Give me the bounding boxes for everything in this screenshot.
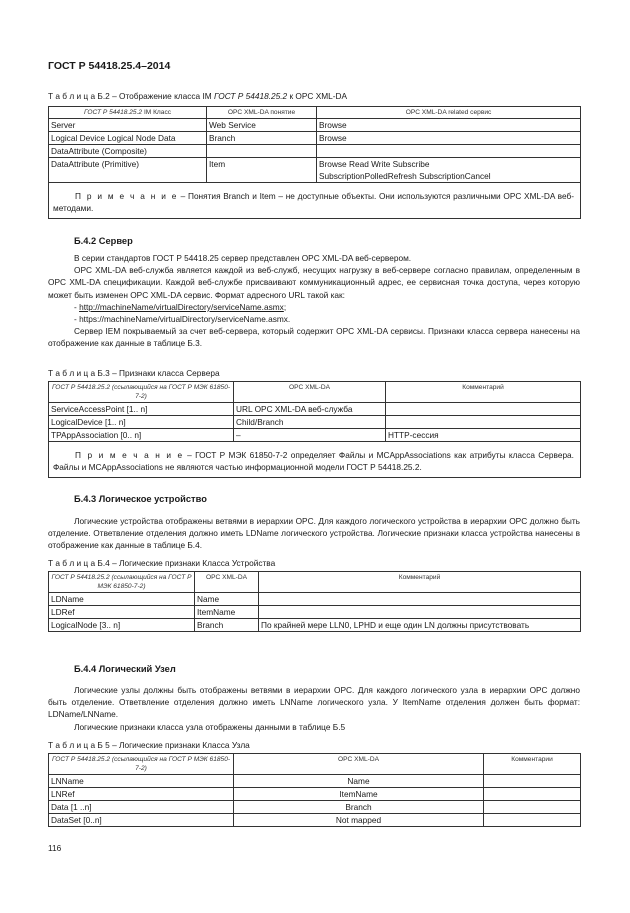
table-header-cell: ГОСТ Р 54418.25.2 (ссылающийся на ГОСТ Р МЭК 61850-7-2) <box>49 754 234 775</box>
table-row <box>49 593 581 606</box>
table-cell: Name <box>195 593 259 606</box>
url-link[interactable]: http://machineName/virtualDirectory/serviceName.asmx <box>79 301 284 312</box>
table-header-cell: OPC XML-DA понятие <box>207 107 317 119</box>
document-header: ГОСТ Р 54418.25.4–2014 <box>48 60 171 72</box>
table-row <box>49 132 581 145</box>
table-cell: Web Service <box>207 119 317 132</box>
table-cell <box>317 145 581 158</box>
table-cell: Server <box>49 119 207 132</box>
section-heading: Б.4.3 Логическое устройство <box>74 494 207 504</box>
table-header-cell: Комментарии <box>484 754 581 775</box>
table-note: П р и м е ч а н и е – Понятия Branch и Item – не доступные объекты. Они используются различными OPC XML-DA веб-методами. <box>49 183 581 219</box>
table-header-cell: ГОСТ Р 54418.25.2 (ссылающийся на ГОСТ Р МЭК 61850-7-2) <box>49 382 234 403</box>
table-row <box>49 119 581 132</box>
table-row <box>49 814 581 827</box>
table-b2 <box>48 106 581 219</box>
table-cell <box>386 403 581 416</box>
table-cell: DataSet [0..n] <box>49 814 234 827</box>
section-heading: Б.4.2 Сервер <box>74 236 133 246</box>
table-row <box>49 145 581 158</box>
table-cell <box>484 775 581 788</box>
section-heading: Б.4.4 Логический Узел <box>74 664 176 674</box>
table-cell <box>484 788 581 801</box>
table-cell: Branch <box>234 801 484 814</box>
table-header-cell: OPC XML-DA <box>234 382 386 403</box>
table-cell: Logical Device Logical Node Data <box>49 132 207 145</box>
table-header-cell: Комментарий <box>259 572 581 593</box>
table-cell: Branch <box>207 132 317 145</box>
table-cell: ServiceAccessPoint [1.. n] <box>49 403 234 416</box>
table-cell <box>207 145 317 158</box>
table-cell: LogicalNode [3.. n] <box>49 619 195 632</box>
table-row <box>49 403 581 416</box>
table-header-row <box>49 107 581 119</box>
table-cell: LogicalDevice [1.. n] <box>49 416 234 429</box>
table-row <box>49 788 581 801</box>
table-cell: HTTP-сессия <box>386 429 581 442</box>
page-number: 116 <box>48 843 62 853</box>
table-cell: – <box>234 429 386 442</box>
table-cell <box>484 814 581 827</box>
table-row <box>49 801 581 814</box>
table-cell: LDRef <box>49 606 195 619</box>
table-cell: TPAppAssociation [0.. n] <box>49 429 234 442</box>
section-body: В серии стандартов ГОСТ Р 54418.25 сервер представлен OPC XML-DA веб-сервером. OPC XML-DA веб-служба является каждой из веб-служб, несущих нагрузку в веб-сервере согласно правилам, определенным в OPC XML-DA спецификации. Каждой веб-службе присваивают коммуникационный адрес, ее сервисная точка доступа, через которую может быть изменен OPC XML-DA сервис. Формат адресного URL такой как: - http://machineName/virtualDirectory/serviceName.asmx; - https://machineName/virtualDirectory/serviceName.asmx. Сервер IEM покрываемый за счет веб-сервера, который содержит OPC XML-DA сервисы. Признаки класса сервера нанесены на отображение как данные в таблице Б.3. <box>48 253 580 349</box>
table-cell: LNRef <box>49 788 234 801</box>
table-header-cell: OPC XML-DA <box>195 572 259 593</box>
table-cell: Name <box>234 775 484 788</box>
table-header-row <box>49 382 581 403</box>
table-cell: Browse <box>317 119 581 132</box>
table-row <box>49 606 581 619</box>
table-header-cell: ГОСТ Р 54418.25.2 (ссылающийся на ГОСТ Р МЭК 61850-7-2) <box>49 572 195 593</box>
table-cell: Branch <box>195 619 259 632</box>
table-header-row <box>49 572 581 593</box>
table-cell: LNName <box>49 775 234 788</box>
table-row <box>49 429 581 442</box>
table-cell: Child/Branch <box>234 416 386 429</box>
table-b2-caption: Т а б л и ц а Б.2 – Отображение класса IM ГОСТ Р 54418.25.2 к OPC XML-DA <box>48 91 348 101</box>
table-cell: URL OPC XML-DA веб-служба <box>234 403 386 416</box>
table-row <box>49 158 581 183</box>
table-row <box>49 416 581 429</box>
table-cell: DataAttribute (Primitive) <box>49 158 207 183</box>
table-note: П р и м е ч а н и е – ГОСТ Р МЭК 61850-7-2 определяет Файлы и MCAppAssociations как атрибуты класса Сервера. Файлы и MCAppAssociations не являются частью информационной модели ГОСТ Р 54418.25.2. <box>49 442 581 478</box>
table-b5 <box>48 753 581 827</box>
table-b4 <box>48 571 581 632</box>
table-row <box>49 619 581 632</box>
table-cell: Browse <box>317 132 581 145</box>
table-note-row <box>49 183 581 219</box>
table-b3-caption: Т а б л и ц а Б.3 – Признаки класса Сервера <box>48 368 220 378</box>
table-header-cell: ГОСТ Р 54418.25.2 IM Класс <box>49 107 207 119</box>
table-b4-caption: Т а б л и ц а Б.4 – Логические признаки Класса Устройства <box>48 558 276 568</box>
table-header-cell: OPC XML-DA <box>234 754 484 775</box>
table-row <box>49 775 581 788</box>
table-b3 <box>48 381 581 478</box>
table-cell <box>259 606 581 619</box>
table-cell <box>484 801 581 814</box>
table-note-row <box>49 442 581 478</box>
table-cell <box>259 593 581 606</box>
table-cell: ItemName <box>234 788 484 801</box>
table-cell: ItemName <box>195 606 259 619</box>
table-cell <box>386 416 581 429</box>
table-cell: Not mapped <box>234 814 484 827</box>
table-header-row <box>49 754 581 775</box>
section-body: Логические узлы должны быть отображены ветвями в иерархии OPC. Для каждого логического узла в иерархии OPC должно быть отделение. Ответвление отделения должно иметь LNName логического узла. У ItemName отделения должен быть формат: LDName/LNName. Логические признаки класса узла отображены данными в таблице Б.5 <box>48 685 580 732</box>
table-cell: Data [1 ..n] <box>49 801 234 814</box>
table-cell: Browse Read Write Subscribe SubscriptionPolledRefresh SubscriptionCancel <box>317 158 581 183</box>
table-cell: Item <box>207 158 317 183</box>
table-cell: По крайней мере LLN0, LPHD и еще один LN должны присутствовать <box>259 619 581 632</box>
table-header-cell: OPC XML-DA related сервис <box>317 107 581 119</box>
table-cell: DataAttribute (Composite) <box>49 145 207 158</box>
table-b5-caption: Т а б л и ц а Б 5 – Логические признаки Класса Узла <box>48 740 250 750</box>
table-header-cell: Комментарий <box>386 382 581 403</box>
table-cell: LDName <box>49 593 195 606</box>
section-body: Логические устройства отображены ветвями в иерархии OPC. Для каждого логического устройства в иерархии OPC должно быть отделение. Ответвление отделения должно иметь LDName логического устройства. Логические признаки класса устройства нанесены в отображение как данные в таблице Б.4. <box>48 516 580 551</box>
